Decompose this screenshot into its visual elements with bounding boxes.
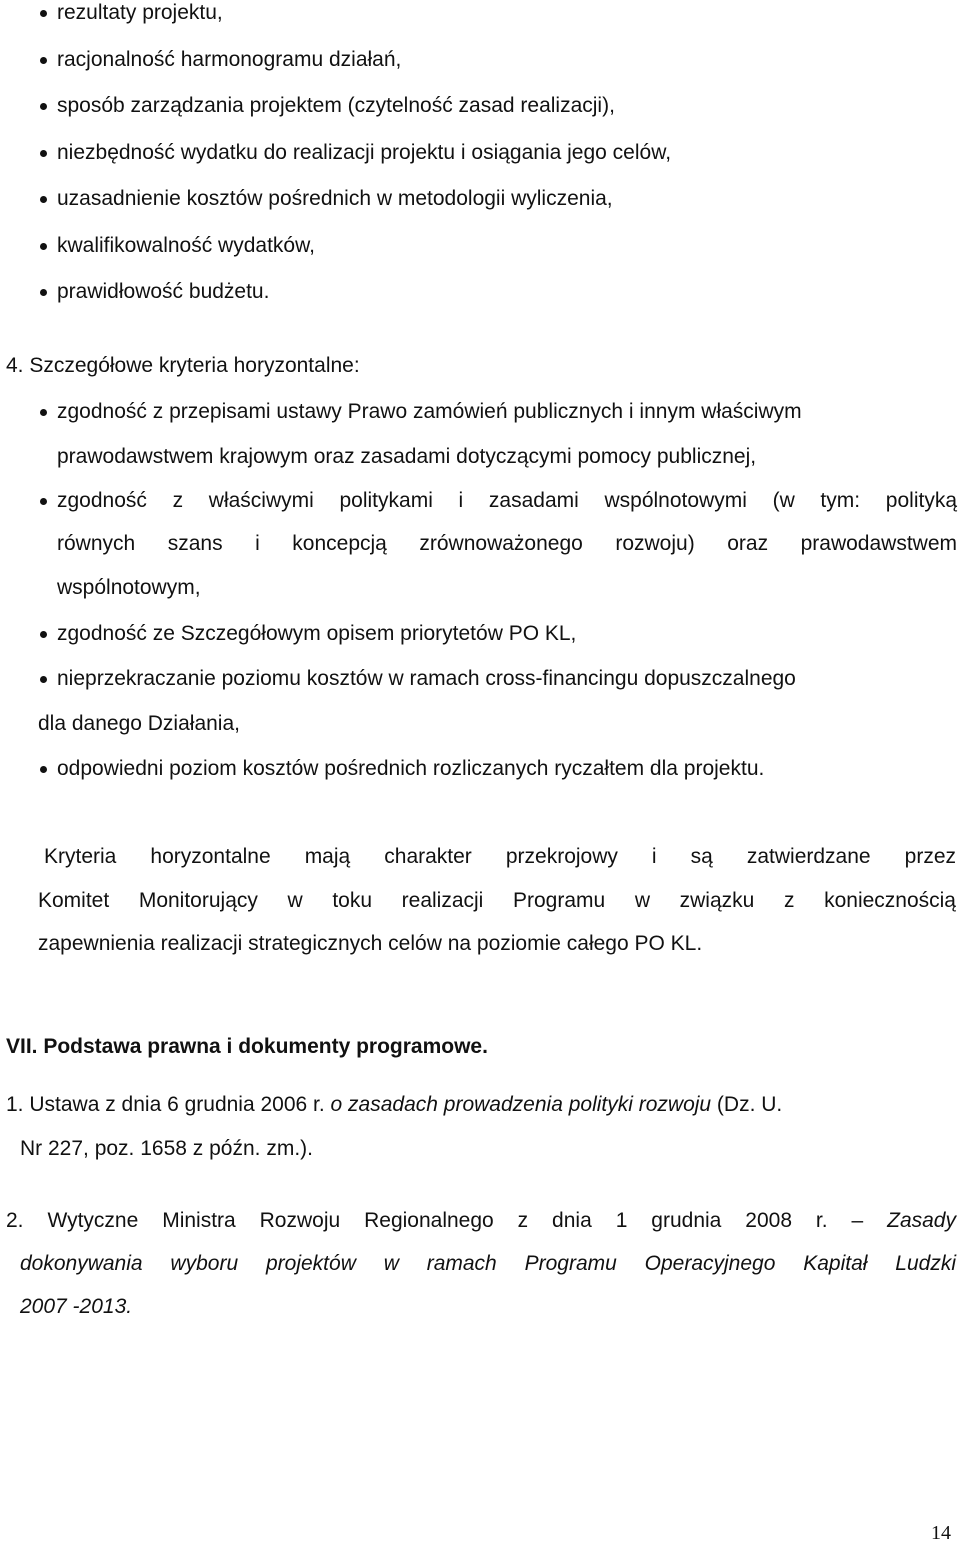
list-item: racjonalność harmonogramu działań, [57, 48, 402, 71]
bullet-icon [40, 766, 47, 773]
bullet-icon [40, 676, 47, 683]
document-title-line: dokonywania wyboru projektów w ramach Programu Operacyjnego Kapitał Ludzki [20, 1252, 956, 1275]
bullet-icon [40, 103, 47, 110]
list-item: odpowiedni poziom kosztów pośrednich rozliczanych ryczałtem dla projektu. [57, 757, 765, 780]
document-suffix: (Dz. U. [711, 1093, 783, 1116]
document-title-line: 2007 -2013. [20, 1295, 133, 1318]
document-title: o zasadach prowadzenia polityki rozwoju [330, 1093, 712, 1116]
list-item: nieprzekraczanie poziomu kosztów w ramach cross-financingu dopuszczalnego [57, 667, 796, 690]
paragraph-line: Kryteria horyzontalne mają charakter przekrojowy i są zatwierdzane przez [44, 845, 956, 868]
list-item-continuation: równych szans i koncepcją zrównoważonego rozwoju) oraz prawodawstwem [57, 532, 957, 555]
bullet-icon [40, 10, 47, 17]
section-heading: VII. Podstawa prawna i dokumenty programowe. [6, 1035, 488, 1058]
paragraph-line: zapewnienia realizacji strategicznych celów na poziomie całego PO KL. [38, 932, 703, 955]
document-line: Nr 227, poz. 1658 z późn. zm.). [20, 1137, 313, 1160]
bullet-icon [40, 150, 47, 157]
document-prefix: 2. Wytyczne Ministra Rozwoju Regionalnego z dnia 1 grudnia 2008 r. – [6, 1209, 888, 1232]
bullet-icon [40, 196, 47, 203]
list-item-continuation: prawodawstwem krajowym oraz zasadami dotyczącymi pomocy publicznej, [57, 445, 757, 468]
document-line [6, 1092, 782, 1118]
list-item: kwalifikowalność wydatków, [57, 234, 315, 257]
list-item: prawidłowość budżetu. [57, 280, 270, 303]
list-item: zgodność z przepisami ustawy Prawo zamówień publicznych i innym właściwym [57, 400, 802, 423]
bullet-icon [40, 243, 47, 250]
list-item: zgodność ze Szczegółowym opisem priorytetów PO KL, [57, 622, 577, 645]
document-title: Zasady [887, 1209, 956, 1232]
document-prefix: 1. Ustawa z dnia 6 grudnia 2006 r. [6, 1093, 331, 1116]
bullet-icon [40, 57, 47, 64]
list-item-continuation: dla danego Działania, [38, 712, 240, 735]
paragraph-line: Komitet Monitorujący w toku realizacji Programu w związku z koniecznością [38, 889, 956, 912]
list-item-continuation: wspólnotowym, [57, 576, 201, 599]
bullet-icon [40, 631, 47, 638]
list-item: zgodność z właściwymi politykami i zasadami wspólnotowymi (w tym: polityką [57, 489, 957, 512]
list-item: niezbędność wydatku do realizacji projektu i osiągania jego celów, [57, 141, 672, 164]
bullet-icon [40, 289, 47, 296]
list-item: rezultaty projektu, [57, 1, 223, 24]
document-line [6, 1208, 956, 1234]
section-heading: 4. Szczegółowe kryteria horyzontalne: [6, 354, 360, 377]
bullet-icon [40, 409, 47, 416]
page-number: 14 [931, 1522, 951, 1544]
list-item: sposób zarządzania projektem (czytelność zasad realizacji), [57, 94, 615, 117]
list-item: uzasadnienie kosztów pośrednich w metodologii wyliczenia, [57, 187, 613, 210]
bullet-icon [40, 498, 47, 505]
